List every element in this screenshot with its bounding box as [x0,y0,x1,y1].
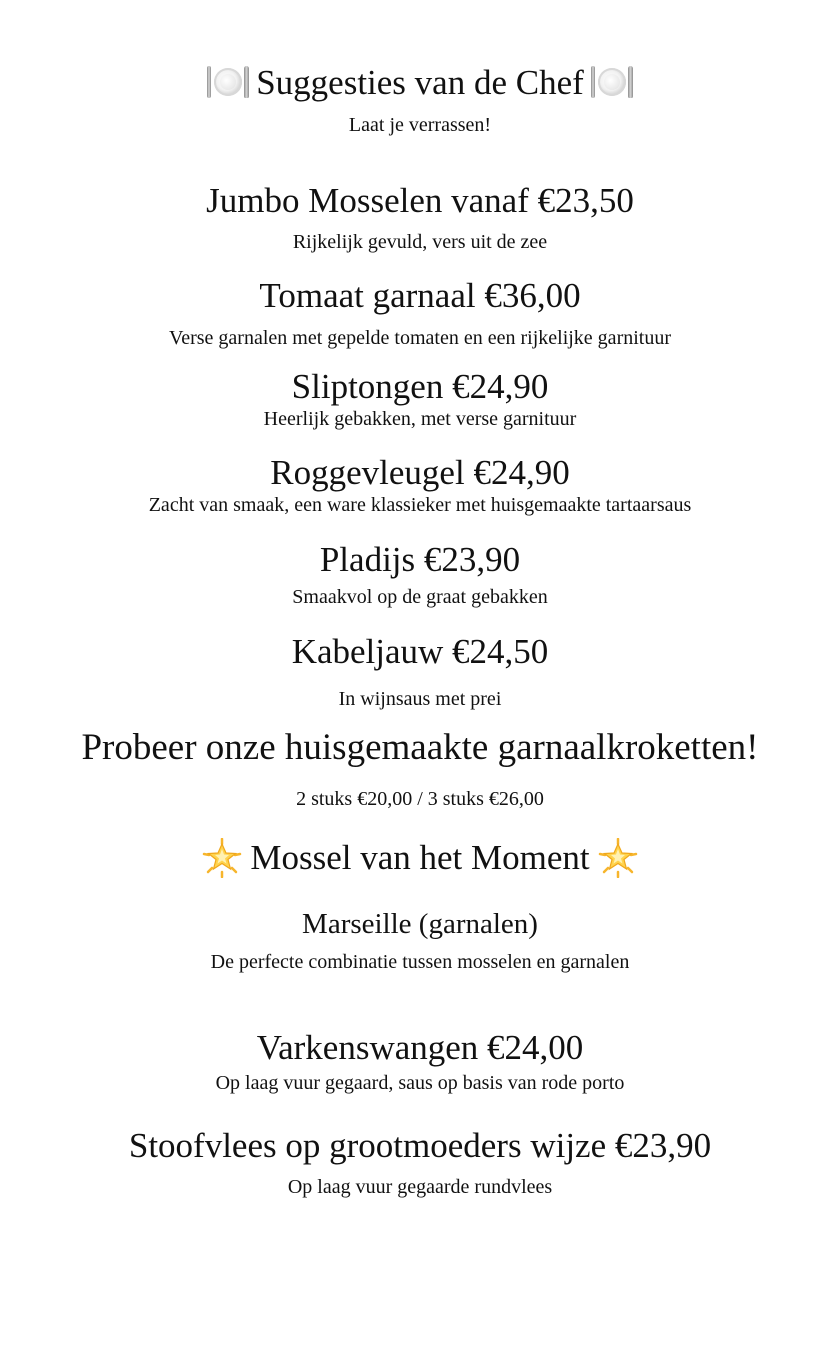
mussel-of-moment-description: De perfecte combinatie tussen mosselen en garnalen [210,951,630,973]
menu-item-description: Op laag vuur gegaarde rundvlees [287,1176,553,1198]
plate-fork-knife-icon [590,65,634,101]
menu-item-name: Stoofvlees op grootmoeders wijze €23,90 [128,1126,712,1165]
menu-item-name: Sliptongen €24,90 [291,367,549,406]
croquettes-heading: Probeer onze huisgemaakte garnaalkroketten! [81,727,759,768]
mussel-of-moment-heading [0,840,840,881]
croquettes-prices: 2 stuks €20,00 / 3 stuks €26,00 [296,788,544,810]
menu-item-name: Varkenswangen €24,00 [256,1028,584,1067]
menu-item-name: Kabeljauw €24,50 [291,632,549,671]
glowing-star-icon [202,838,242,878]
menu-item-description: Heerlijk gebakken, met verse garnituur [263,408,577,430]
page-title [0,65,840,104]
menu-item-name: Roggevleugel €24,90 [270,453,570,492]
glowing-star-icon [598,838,638,878]
page-subtitle: Laat je verrassen! [348,114,492,136]
menu-item-name: Jumbo Mosselen vanaf €23,50 [206,181,634,220]
menu-item-description: In wijnsaus met prei [338,688,502,710]
menu-item-name: Pladijs €23,90 [319,540,521,579]
menu-item-description: Zacht van smaak, een ware klassieker met huisgemaakte tartaarsaus [148,494,692,516]
page-title-text: Suggesties van de Chef [256,63,584,102]
mussel-of-moment-heading-text: Mossel van het Moment [250,838,590,877]
menu-item-description: Op laag vuur gegaard, saus op basis van rode porto [215,1072,625,1094]
menu-item-description: Rijkelijk gevuld, vers uit de zee [292,231,548,253]
mussel-of-moment-name: Marseille (garnalen) [302,908,538,940]
plate-fork-knife-icon [206,65,250,101]
menu-item-name: Tomaat garnaal €36,00 [259,276,581,315]
menu-item-description: Verse garnalen met gepelde tomaten en een rijkelijke garnituur [168,327,671,349]
menu-item-description: Smaakvol op de graat gebakken [292,586,548,608]
